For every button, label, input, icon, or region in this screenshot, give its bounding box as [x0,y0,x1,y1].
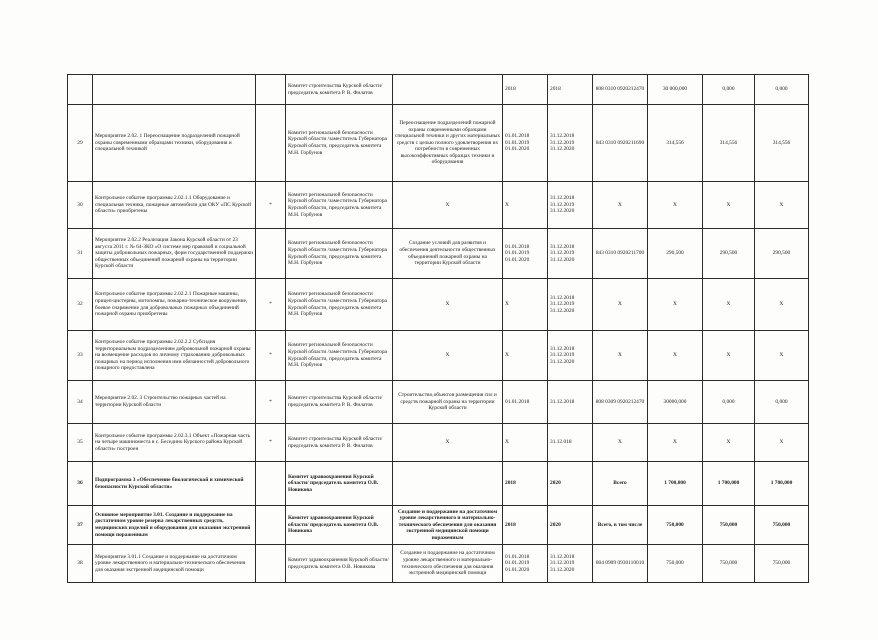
activity-name: Мероприятие 2.02. 1 Переоснащение подразделений пожарной охраны современными образцами техники, оборудования и специальной техникой [93,105,256,182]
expected-result: Х [393,424,503,462]
control-mark: * [256,182,286,229]
date-line: 31.12.2020 [550,256,575,263]
budget-code: Х [593,182,648,229]
end-date: 31.12.018 [548,424,593,462]
amount-2019: 0,000 [703,75,755,105]
date-line: 31.12.2020 [550,307,575,314]
expected-result [393,462,503,506]
amount-2018: Х [648,279,703,331]
amount-2020: 750,000 [755,545,809,583]
amount-2020: Х [755,424,809,462]
amount-2020: 314,556 [755,105,809,182]
amount-2019: Х [703,182,755,229]
date-line: 31.12.2019 [550,201,575,208]
amount-2020: Х [755,182,809,229]
date-line: 01.01.2018 [505,243,530,250]
start-date [503,105,548,182]
end-date: 2020 [548,506,593,545]
row-number: 32 [68,279,93,331]
date-line: 31.12.2019 [550,560,575,567]
end-date [548,229,593,279]
amount-2019: 0,000 [703,381,755,424]
end-date: 31.12.2018 [548,381,593,424]
activity-name: Контрольное событие программы 2.02.1.1 Оборудование и специальная техника, пожарные автомобили для ОКУ «ПС Курской области» приобретены [93,182,256,229]
amount-2018: 290,500 [648,229,703,279]
date-line: 01.01.2018 [505,133,530,140]
budget-code: 804 0909 0930110010 [593,545,648,583]
activity-name: Основное мероприятие 3.01. Создание и поддержание на достаточном уровне резерва лекарственных средств, медицинских изделий и оборудования для оказания экстренной помощи пораженным [93,506,256,545]
amount-2019: Х [703,424,755,462]
control-mark [256,545,286,583]
amount-2019: Х [703,279,755,331]
amount-2019: 290,500 [703,229,755,279]
activity-name: Мероприятие 3.01.1 Создание и поддержание на достаточном уровне лекарственного и материально-технического обеспечения для оказания экстренной медицинской помощи [93,545,256,583]
end-date [548,279,593,331]
responsible-executor: Комитет региональной безопасности Курской области /заместитель Губернатора Курской области, председатель комитета М.Н. Горбунов [286,331,393,381]
amount-2018: 750,000 [648,506,703,545]
date-line: 31.12.2018 [550,553,575,560]
date-line: 31.12.2018 [550,345,575,352]
start-date: Х [503,424,548,462]
control-mark [256,75,286,105]
start-date: 2018 [503,506,548,545]
table-row [68,182,809,229]
date-line: 01.01.2019 [505,560,530,567]
control-mark [256,229,286,279]
date-line: 31.12.2019 [550,352,575,359]
start-date [503,545,548,583]
start-date: Х [503,279,548,331]
start-date: 2018 [503,462,548,506]
activity-name: Мероприятие 2.02. 3 Строительство пожарных частей на территории Курской области [93,381,256,424]
date-line: 31.12.2018 [550,294,575,301]
amount-2019: 750,000 [703,506,755,545]
date-line: 01.01.2019 [505,139,530,146]
expected-result: Х [393,182,503,229]
table-row [68,462,809,506]
budget-code: Всего [593,462,648,506]
activity-name: Подпрограмма 3 «Обеспечение биологической и химической безопасности Курской области» [93,462,256,506]
date-line: 31.12.2020 [550,146,575,153]
row-number: 34 [68,381,93,424]
amount-2019: 1 700,000 [703,462,755,506]
budget-code: 808 0310 0920212470 [593,75,648,105]
row-number: 38 [68,545,93,583]
date-line: 31.12.2020 [550,208,575,215]
expected-result: Переоснащение подразделений пожарной охраны современными образцами специальной техники и других материальных средств с целью полного удовлетворения их потребности в современных высокоэффективных образцах техники и оборудования [393,105,503,182]
date-line: 31.12.2018 [550,195,575,202]
control-mark: * [256,424,286,462]
date-line: 01.01.2020 [505,146,530,153]
date-line: 31.12.2019 [550,250,575,257]
amount-2020: 0,000 [755,381,809,424]
control-mark: * [256,331,286,381]
start-date: 01.01.2018 [503,381,548,424]
activity-name: Контрольное событие программы 2.02.3.1 Объект «Пожарная часть на четыре машиноместа в с. Беседино Курского района Курской области» построен [93,424,256,462]
date-line: 31.12.2018 [550,133,575,140]
expected-result: Создание условий для развития и обеспечения деятельности общественных объединений пожарной охраны на территории Курской области [393,229,503,279]
amount-2019: Х [703,331,755,381]
table-row [68,75,809,105]
date-line: 31.12.2018 [550,243,575,250]
budget-code: 843 0310 0920211700 [593,229,648,279]
date-line: 31.12.2020 [550,358,575,365]
row-number [68,75,93,105]
end-date [548,182,593,229]
start-date [503,229,548,279]
row-number: 37 [68,506,93,545]
table-row [68,506,809,545]
amount-2018: Х [648,182,703,229]
table-row [68,424,809,462]
end-date: 2020 [548,462,593,506]
end-date [548,545,593,583]
amount-2019: 750,000 [703,545,755,583]
activity-name: Контрольное событие программы 2.02.2.1 Пожарные машины, прицеп-цистерны, мотопомпы, пожарно-техническое вооружение, боевое снаряжение для добровольных пожарных объединений пожарной охраны приобретены [93,279,256,331]
date-line: 01.01.2020 [505,256,530,263]
table-row [68,229,809,279]
amount-2020: 750,000 [755,506,809,545]
responsible-executor: Комитет региональной безопасности Курской области /заместитель Губернатора Курской области, председатель комитета М.Н. Горбунов [286,182,393,229]
end-date: 2018 [548,75,593,105]
date-line: 31.12.2019 [550,301,575,308]
expected-result: Создание и поддержание на достаточном уровне лекарственного и материально-технического обеспечения для оказания экстренной медицинской помощи [393,545,503,583]
responsible-executor: Комитет региональной безопасности Курской области /заместитель Губернатора Курской области, председатель комитета М.Н. Горбунов [286,229,393,279]
responsible-executor: Комитет региональной безопасности Курской области /заместитель Губернатора Курской области, председатель комитета М.Н. Горбунов [286,279,393,331]
amount-2018: 1 700,000 [648,462,703,506]
table-row [68,105,809,182]
budget-code: Всего, в том числе [593,506,648,545]
date-line: 01.01.2019 [505,250,530,257]
responsible-executor: Комитет здравоохранения Курской области/ председатель комитета О.В. Новикова [286,545,393,583]
row-number: 33 [68,331,93,381]
amount-2018: Х [648,424,703,462]
date-line: 01.01.2018 [505,553,530,560]
amount-2020: 1 700,000 [755,462,809,506]
row-number: 29 [68,105,93,182]
table-row [68,331,809,381]
control-mark [256,506,286,545]
start-date: 2018 [503,75,548,105]
expected-result [393,75,503,105]
amount-2019: 314,556 [703,105,755,182]
table-row [68,381,809,424]
responsible-executor: Комитет строительства Курской области/ председатель комитета Р. В. Филатов [286,424,393,462]
activity-name [93,75,256,105]
expected-result: Х [393,331,503,381]
program-table [67,74,809,583]
control-mark: * [256,279,286,331]
responsible-executor: Комитет региональной безопасности Курской области /заместитель Губернатора Курской области, председатель комитета М.Н. Горбунов [286,105,393,182]
responsible-executor: Комитет здравоохранения Курской области/ председатель комитета О.В. Новикова [286,462,393,506]
row-number: 35 [68,424,93,462]
budget-code: 808 0309 0920212470 [593,381,648,424]
amount-2020: 290,500 [755,229,809,279]
end-date [548,105,593,182]
table-row [68,545,809,583]
date-line: 31.12.2020 [550,566,575,573]
budget-code: Х [593,279,648,331]
amount-2018: 30000,000 [648,381,703,424]
amount-2020: Х [755,279,809,331]
row-number: 30 [68,182,93,229]
control-mark: * [256,381,286,424]
start-date: Х [503,331,548,381]
amount-2018: 750,000 [648,545,703,583]
budget-code: 843 0310 0920211690 [593,105,648,182]
amount-2018: 314,556 [648,105,703,182]
end-date [548,331,593,381]
responsible-executor: Комитет здравоохранения Курской области/ председатель комитета О.В. Новикова [286,506,393,545]
row-number: 31 [68,229,93,279]
start-date: Х [503,182,548,229]
table-row [68,279,809,331]
amount-2018: 30 000,000 [648,75,703,105]
expected-result: Х [393,279,503,331]
amount-2020: Х [755,331,809,381]
responsible-executor: Комитет строительства Курской области/ председатель комитета Р. В. Филатов [286,75,393,105]
budget-code: Х [593,424,648,462]
budget-code: Х [593,331,648,381]
row-number: 36 [68,462,93,506]
date-line: 31.12.2019 [550,139,575,146]
expected-result: Строительство,объектов размещения сил и средств пожарной охраны на территории Курской области [393,381,503,424]
activity-name: Мероприятие 2.02.2 Реализация Закона Курской области от 23 августа 2011 г. № 64-ЗКО «О системе мер правовой и социальной защиты добровольных пожарных, форм государственной поддержки общественных объединений пожарной охраны на территории Курской области [93,229,256,279]
responsible-executor: Комитет строительства Курской области/ председатель комитета Р. В. Филатов [286,381,393,424]
amount-2018: Х [648,331,703,381]
amount-2020: 0,000 [755,75,809,105]
activity-name: Контрольное событие программы 2.02.2.2 Субсидия территориальным подразделениям добровольной пожарной охраны на возмещение расходов по личному страхованию добровольных пожарных на период исполнения ими обязанностей добровольного пожарного предоставлена [93,331,256,381]
date-line: 01.01.2020 [505,566,530,573]
control-mark [256,462,286,506]
control-mark [256,105,286,182]
expected-result: Создание и поддержание на достаточном уровне лекарственного и материально-технического обеспечения для оказания экстренной медицинской помощи пораженным [393,506,503,545]
